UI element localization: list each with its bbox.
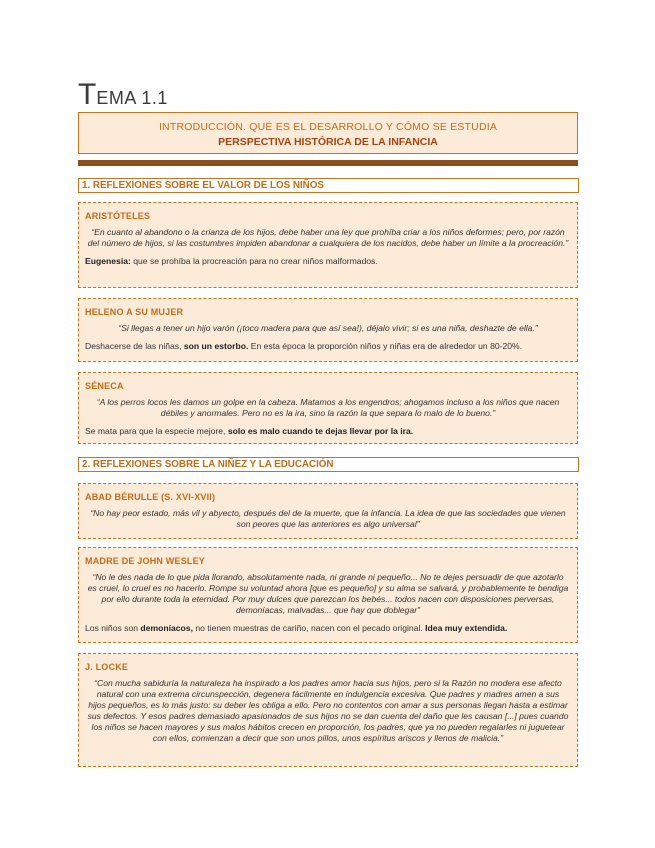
box-note xyxy=(85,341,571,352)
box-quote: “Si llegas a tener un hijo varón (¡toco madera para que así sea!), déjalo vivir; si es una niña, deshazte de ella.” xyxy=(118,323,538,333)
note-bold: son un estorbo. xyxy=(183,341,249,351)
box-seneca xyxy=(78,372,578,444)
note-text-2: no tienen muestras de cariño, nacen con el pecado original. xyxy=(192,623,426,633)
box-heleno xyxy=(78,298,578,362)
box-note xyxy=(85,256,571,267)
box-name: ARISTÓTELES xyxy=(85,211,151,221)
box-quote: “A los perros locos les damos un golpe en la cabeza. Matamos a los engendros; ahogamos incluso a los niños que nacen débiles y anormales. Pero no es la ira, sino la razón la que separa lo malo de lo bueno.” xyxy=(96,397,560,418)
title-rest: EMA 1.1 xyxy=(96,88,168,108)
section-heading-1: 1. REFLEXIONES SOBRE EL VALOR DE LOS NIÑOS xyxy=(78,178,579,193)
note-text: Deshacerse de las niñas, xyxy=(85,341,184,351)
note-text: Se mata para que la especie mejore, xyxy=(85,426,228,436)
box-locke xyxy=(78,653,578,767)
box-berulle xyxy=(78,483,578,539)
box-name: J. LOCKE xyxy=(85,662,129,672)
note-text-2: En esta época la proporción niños y niñas era de alrededor un 80-20%. xyxy=(248,341,523,351)
box-note xyxy=(85,426,571,437)
page-title xyxy=(78,78,168,112)
box-name: HELENO A SU MUJER xyxy=(85,307,184,317)
header-box xyxy=(78,112,578,154)
title-first-letter: T xyxy=(78,78,97,111)
box-quote: “No hay peor estado, más vil y abyecto, después del de la muerte, que la infancia. La idea de que las sociedades que vienen son peores que las anteriores es algo universal” xyxy=(90,508,566,529)
box-name: SÉNECA xyxy=(85,381,124,391)
note-text: Los niños son xyxy=(85,623,141,633)
box-name: ABAD BÉRULLE (S. XVI-XVII) xyxy=(85,492,216,502)
box-aristoteles xyxy=(78,202,578,288)
section-heading-2: 2. REFLEXIONES SOBRE LA NIÑEZ Y LA EDUCACIÓN xyxy=(78,457,579,472)
box-note xyxy=(85,623,571,634)
header-line1: INTRODUCCIÓN. QUÉ ES EL DESARROLLO Y CÓMO SE ESTUDIA xyxy=(158,121,498,133)
box-quote: “No le des nada de lo que pida llorando, absolutamente nada, ni grande ni pequeño... No te dejes persuadir de que azotarlo es cruel, lo cruel es no hacerlo. Rompe su voluntad ahora [que es pequeño] y su alma se salvará, y probablemente te bendiga por ello durante toda la eternidad. Por muy dulces que parezcan los bebés... todos nacen con disposiciones perversas, demoníacas, malvadas... que hay que doblegar” xyxy=(87,572,569,615)
box-quote: “Con mucha sabiduría la naturaleza ha inspirado a los padres amor hacia sus hijos, pero si la Razón no modera ese afecto natural con una extrema circunspección, degenera fácilmente en indulgencia excesiva. Que padres y madres amen a sus hijos pequeños, es lo más justo: su deber les obliga a ello. Pero no contentos con amar a sus personas llegan hasta a estimar sus defectos. Y esos padres demasiado apasionados de sus hijos no se dan cuenta del daño que les causan [...] pues cuando los niños se hacen mayores y sus malos hábitos crecen en proporción, los padres, que ya no pueden regalarles ni juguetear con ellos, comienzan a decir que son unos pillos, unos espíritus ariscos y llenos de malicia.” xyxy=(87,678,569,743)
header-line2: PERSPECTIVA HISTÓRICA DE LA INFANCIA xyxy=(218,136,438,148)
divider-bar xyxy=(78,160,578,166)
note-bold: solo es malo cuando te dejas llevar por la ira. xyxy=(227,426,414,436)
box-wesley xyxy=(78,547,578,643)
box-quote: “En cuanto al abandono o la crianza de los hijos, debe haber una ley que prohíba criar a los niños deformes; pero, por razón del número de hijos, si las costumbres impiden abandonar a cualquiera de los nacidos, debe haber un límite a la procreación.” xyxy=(87,227,569,248)
box-name: MADRE DE JOHN WESLEY xyxy=(85,556,206,566)
note-bold: Eugenesia: xyxy=(85,256,131,266)
note-text: que se prohíba la procreación para no crear niños malformados. xyxy=(130,256,378,266)
note-bold: demoníacos, xyxy=(140,623,193,633)
note-bold-2: Idea muy extendida. xyxy=(425,623,508,633)
